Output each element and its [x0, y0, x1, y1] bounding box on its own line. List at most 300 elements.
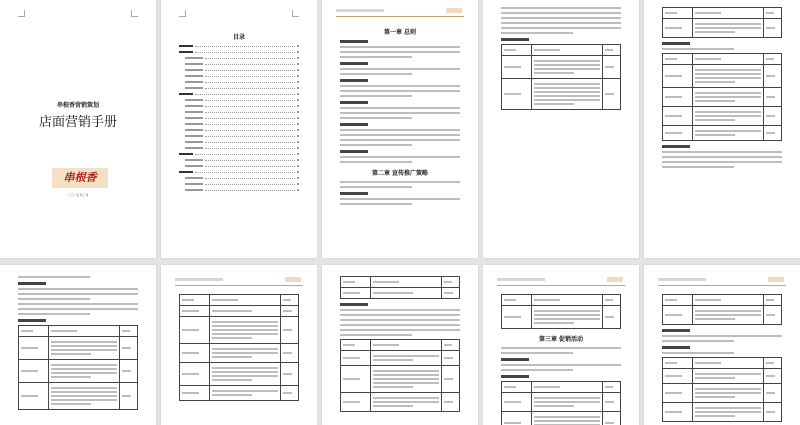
text-line — [373, 292, 413, 294]
section-heading — [501, 38, 529, 41]
table-row — [663, 19, 782, 38]
text-line — [534, 405, 574, 407]
text-line — [534, 314, 600, 316]
text-line — [340, 73, 412, 75]
toc-entry[interactable] — [179, 177, 299, 179]
text-line — [766, 12, 774, 14]
text-line — [444, 357, 453, 359]
content-table — [340, 339, 460, 412]
text-line — [665, 362, 677, 364]
text-line — [504, 422, 521, 424]
text-line — [182, 329, 199, 331]
text-line — [695, 362, 722, 364]
text-line — [122, 347, 131, 349]
text-line — [695, 373, 761, 375]
text-line — [18, 298, 90, 300]
text-line — [51, 376, 91, 378]
text-line — [182, 373, 199, 375]
text-line — [51, 330, 78, 332]
text-line — [51, 372, 117, 374]
text-line — [766, 96, 775, 98]
content-table — [18, 325, 138, 410]
text-line — [283, 392, 292, 394]
text-line — [662, 352, 734, 354]
text-line — [340, 117, 412, 119]
text-line — [340, 329, 460, 331]
text-line — [212, 379, 252, 381]
text-line — [695, 310, 761, 312]
text-line — [18, 313, 90, 315]
text-line — [51, 403, 91, 405]
text-line — [662, 156, 782, 158]
text-line — [504, 316, 521, 318]
document-page-7[interactable] — [161, 265, 317, 425]
text-line — [534, 401, 600, 403]
text-line — [340, 198, 460, 200]
table-row — [663, 65, 782, 88]
text-line — [504, 299, 516, 301]
text-line — [18, 303, 138, 305]
text-line — [534, 299, 561, 301]
section-heading — [662, 145, 690, 148]
text-line — [340, 85, 460, 87]
text-line — [605, 299, 613, 301]
toc-entry[interactable] — [179, 75, 299, 77]
page-header — [497, 277, 625, 286]
text-line — [340, 95, 412, 97]
text-line — [695, 130, 761, 132]
text-line — [695, 27, 761, 29]
text-line — [605, 401, 614, 403]
text-line — [695, 100, 735, 102]
toc-entry[interactable] — [179, 171, 299, 173]
table-row — [663, 126, 782, 141]
text-line — [283, 373, 292, 375]
text-line — [665, 392, 682, 394]
text-line — [504, 49, 516, 51]
text-line — [340, 134, 460, 136]
section-heading — [340, 79, 368, 82]
text-line — [343, 401, 360, 403]
text-line — [343, 292, 360, 294]
document-page-1[interactable] — [0, 0, 156, 258]
text-line — [662, 166, 734, 168]
text-line — [695, 23, 761, 25]
text-line — [766, 362, 774, 364]
document-page-2[interactable] — [161, 0, 317, 258]
text-line — [340, 186, 412, 188]
text-line — [665, 411, 682, 413]
section-heading — [340, 150, 368, 153]
text-line — [212, 356, 252, 358]
text-line — [340, 314, 460, 316]
chapter-heading: 第三章 促销活动 — [501, 334, 621, 343]
table-row — [502, 393, 621, 412]
cover-date: 二〇一五年三月 — [0, 193, 156, 197]
toc-entry[interactable] — [179, 129, 299, 131]
text-line — [534, 95, 600, 97]
toc-entry[interactable] — [179, 135, 299, 137]
text-line — [695, 299, 722, 301]
text-line — [122, 395, 131, 397]
text-line — [340, 46, 460, 48]
text-line — [21, 395, 38, 397]
text-line — [534, 72, 574, 74]
page-header — [336, 8, 464, 17]
document-page-9[interactable] — [483, 265, 639, 425]
text-line — [182, 392, 199, 394]
text-line — [665, 299, 677, 301]
text-line — [665, 375, 682, 377]
section-heading — [662, 346, 690, 349]
toc-entry[interactable] — [179, 153, 299, 155]
text-line — [212, 337, 252, 339]
text-line — [662, 340, 734, 342]
text-line — [51, 353, 91, 355]
text-line — [501, 7, 621, 9]
text-line — [766, 314, 775, 316]
section-heading — [501, 375, 529, 378]
text-line — [212, 390, 278, 392]
text-line — [373, 359, 413, 361]
text-line — [534, 322, 574, 324]
crop-mark — [131, 10, 138, 17]
text-line — [766, 132, 775, 134]
text-line — [695, 119, 735, 121]
text-line — [534, 91, 600, 93]
text-line — [343, 344, 355, 346]
text-line — [51, 364, 117, 366]
text-line — [340, 203, 412, 205]
text-line — [504, 93, 521, 95]
text-line — [695, 314, 761, 316]
text-line — [534, 318, 600, 320]
text-line — [373, 374, 439, 376]
text-line — [373, 281, 400, 283]
table-row — [502, 412, 621, 425]
text-line — [340, 334, 412, 336]
text-line — [343, 378, 360, 380]
toc-title: 目录 — [179, 32, 299, 41]
text-line — [373, 405, 413, 407]
toc-entry[interactable] — [179, 81, 299, 83]
text-line — [340, 68, 460, 70]
chapter-heading: 第一章 总则 — [340, 27, 460, 36]
toc-entry[interactable] — [179, 87, 299, 89]
text-line — [695, 77, 761, 79]
text-line — [504, 66, 521, 68]
toc-entry[interactable] — [179, 99, 299, 101]
text-line — [51, 399, 117, 401]
text-line — [534, 83, 600, 85]
section-heading — [501, 358, 529, 361]
text-line — [662, 48, 734, 50]
table-row — [19, 337, 138, 360]
text-line — [340, 56, 412, 58]
text-line — [605, 422, 614, 424]
table-row — [663, 384, 782, 403]
content-table — [662, 53, 782, 141]
text-line — [444, 401, 453, 403]
text-line — [766, 299, 774, 301]
text-line — [695, 377, 735, 379]
text-line — [283, 329, 292, 331]
content-table — [340, 276, 460, 299]
text-line — [766, 58, 774, 60]
text-line — [340, 51, 460, 53]
text-line — [283, 310, 292, 312]
table-row — [502, 79, 621, 110]
table-row — [180, 306, 299, 317]
table-row — [180, 344, 299, 363]
toc-entry[interactable] — [179, 105, 299, 107]
text-line — [501, 22, 621, 24]
table-row — [19, 360, 138, 383]
text-line — [695, 58, 722, 60]
text-line — [662, 161, 782, 163]
text-line — [665, 115, 682, 117]
text-line — [212, 371, 278, 373]
table-row — [663, 306, 782, 325]
section-heading — [340, 62, 368, 65]
text-line — [444, 292, 453, 294]
section-heading — [340, 123, 368, 126]
section-heading — [662, 329, 690, 332]
toc-entry[interactable] — [179, 93, 299, 95]
text-line — [501, 347, 621, 349]
text-line — [695, 415, 735, 417]
text-line — [695, 388, 761, 390]
text-line — [534, 99, 600, 101]
text-line — [501, 364, 621, 366]
text-line — [605, 66, 614, 68]
text-line — [444, 281, 452, 283]
section-heading — [340, 40, 368, 43]
text-line — [605, 93, 614, 95]
document-page-6[interactable] — [0, 265, 156, 425]
text-line — [340, 129, 460, 131]
toc-entry[interactable] — [179, 189, 299, 191]
table-row — [341, 393, 460, 412]
text-line — [18, 288, 138, 290]
crop-mark — [18, 10, 25, 17]
text-line — [534, 64, 600, 66]
text-line — [665, 132, 682, 134]
text-line — [212, 348, 278, 350]
text-line — [340, 156, 460, 158]
text-line — [343, 281, 355, 283]
toc-entry[interactable] — [179, 147, 299, 149]
toc-entry[interactable] — [179, 159, 299, 161]
table-row — [180, 363, 299, 386]
text-line — [501, 32, 573, 34]
content-table — [501, 381, 621, 425]
text-line — [695, 134, 735, 136]
text-line — [340, 309, 460, 311]
text-line — [665, 27, 682, 29]
text-line — [501, 352, 573, 354]
chapter-heading: 第二章 宣传推广策略 — [340, 168, 460, 177]
toc-entry[interactable] — [179, 57, 299, 59]
text-line — [695, 92, 761, 94]
table-row — [180, 386, 299, 401]
table-row — [341, 351, 460, 366]
text-line — [340, 324, 460, 326]
document-page-4[interactable] — [483, 0, 639, 258]
text-line — [21, 370, 38, 372]
text-line — [695, 407, 761, 409]
text-line — [212, 310, 252, 312]
text-line — [51, 368, 117, 370]
document-page-5[interactable] — [644, 0, 800, 258]
text-line — [212, 321, 278, 323]
text-line — [766, 375, 775, 377]
text-line — [766, 27, 775, 29]
text-line — [212, 367, 278, 369]
text-line — [695, 69, 761, 71]
content-table — [662, 357, 782, 422]
text-line — [665, 96, 682, 98]
brand-logo: 串根香 — [52, 168, 108, 188]
text-line — [605, 49, 613, 51]
text-line — [373, 382, 439, 384]
text-line — [18, 276, 90, 278]
document-page-10[interactable] — [644, 265, 800, 425]
text-line — [340, 181, 460, 183]
text-line — [695, 111, 761, 113]
text-line — [51, 387, 117, 389]
text-line — [534, 397, 600, 399]
text-line — [51, 341, 117, 343]
text-line — [212, 394, 252, 396]
text-line — [340, 144, 412, 146]
text-line — [212, 299, 239, 301]
toc-entry[interactable] — [179, 165, 299, 167]
text-line — [212, 375, 278, 377]
section-heading — [340, 192, 368, 195]
page-header — [658, 277, 786, 286]
toc-entry[interactable] — [179, 141, 299, 143]
text-line — [662, 335, 782, 337]
text-line — [695, 96, 761, 98]
text-line — [695, 115, 761, 117]
text-line — [343, 357, 360, 359]
text-line — [665, 314, 682, 316]
text-line — [695, 318, 735, 320]
toc-entry[interactable] — [179, 123, 299, 125]
text-line — [534, 49, 561, 51]
text-line — [504, 386, 516, 388]
toc-entry[interactable] — [179, 111, 299, 113]
table-row — [19, 383, 138, 410]
table-row — [663, 88, 782, 107]
text-line — [283, 352, 292, 354]
text-line — [373, 355, 439, 357]
table-row — [502, 306, 621, 329]
text-line — [212, 352, 278, 354]
text-line — [501, 17, 621, 19]
text-line — [283, 299, 291, 301]
page-header — [175, 277, 303, 286]
text-line — [21, 347, 38, 349]
text-line — [373, 378, 439, 380]
text-line — [534, 416, 600, 418]
text-line — [340, 107, 460, 109]
text-line — [695, 81, 735, 83]
text-line — [18, 293, 138, 295]
text-line — [665, 12, 677, 14]
text-line — [534, 68, 600, 70]
text-line — [51, 391, 117, 393]
text-line — [665, 58, 677, 60]
toc-entry[interactable] — [179, 117, 299, 119]
text-line — [534, 420, 600, 422]
text-line — [534, 87, 600, 89]
table-row — [502, 56, 621, 79]
table-row — [663, 107, 782, 126]
section-heading — [18, 319, 46, 322]
text-line — [18, 308, 138, 310]
content-table — [501, 44, 621, 110]
text-line — [373, 344, 400, 346]
table-row — [341, 288, 460, 299]
toc-entry[interactable] — [179, 63, 299, 65]
cover-title: 店面营销手册 — [0, 111, 156, 130]
content-table — [501, 294, 621, 329]
text-line — [695, 392, 761, 394]
text-line — [444, 344, 452, 346]
text-line — [534, 60, 600, 62]
table-row — [663, 403, 782, 422]
content-table — [662, 294, 782, 325]
text-line — [695, 411, 761, 413]
toc-entry[interactable] — [179, 45, 299, 47]
table-row — [180, 317, 299, 344]
text-line — [766, 75, 775, 77]
text-line — [340, 319, 460, 321]
text-line — [340, 139, 460, 141]
text-line — [122, 330, 130, 332]
toc-entry[interactable] — [179, 183, 299, 185]
text-line — [21, 330, 33, 332]
text-line — [695, 12, 722, 14]
text-line — [51, 345, 117, 347]
text-line — [212, 333, 278, 335]
section-heading — [18, 282, 46, 285]
text-line — [182, 299, 194, 301]
text-line — [182, 310, 199, 312]
content-table — [662, 7, 782, 38]
text-line — [501, 12, 621, 14]
document-page-3[interactable] — [322, 0, 478, 258]
text-line — [182, 352, 199, 354]
text-line — [534, 386, 561, 388]
text-line — [695, 73, 761, 75]
toc-entry[interactable] — [179, 69, 299, 71]
table-row — [663, 369, 782, 384]
text-line — [665, 75, 682, 77]
text-line — [212, 325, 278, 327]
text-line — [373, 397, 439, 399]
toc-entry[interactable] — [179, 51, 299, 53]
text-line — [51, 349, 117, 351]
text-line — [340, 90, 460, 92]
section-heading — [662, 42, 690, 45]
text-line — [501, 27, 621, 29]
table-row — [341, 366, 460, 393]
text-line — [373, 370, 439, 372]
document-page-8[interactable] — [322, 265, 478, 425]
